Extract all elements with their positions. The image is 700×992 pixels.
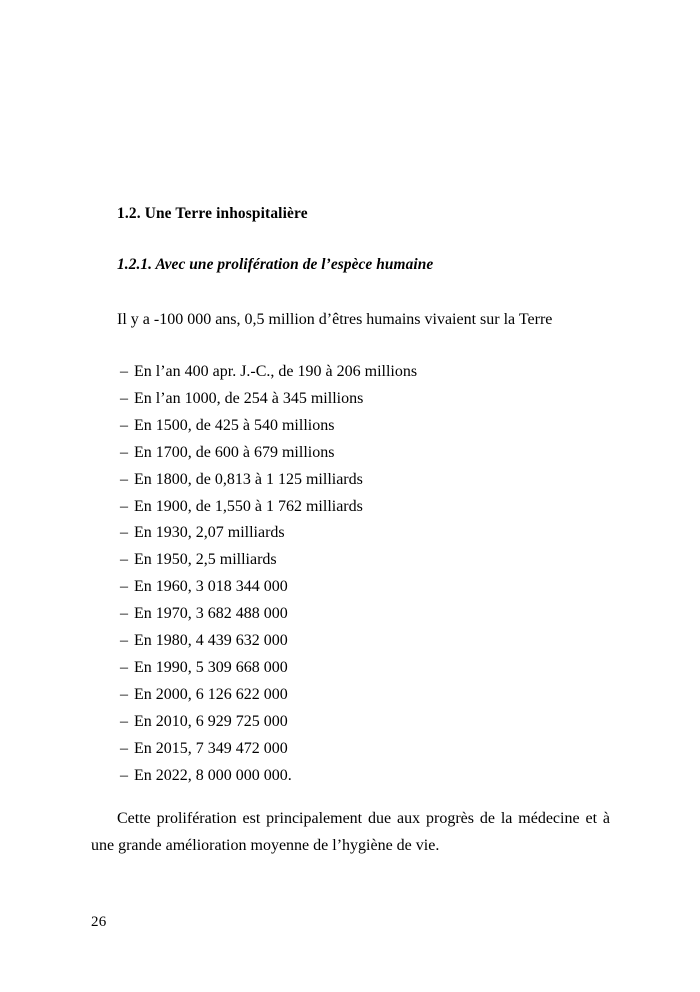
list-item-label: En 1700, de 600 à 679 millions <box>134 443 335 461</box>
list-item-label: En 2022, 8 000 000 000. <box>134 766 292 784</box>
list-dash-marker: – <box>120 470 128 488</box>
list-item <box>91 520 610 547</box>
list-item-label: En 1800, de 0,813 à 1 125 milliards <box>134 470 363 488</box>
list-item <box>91 440 610 467</box>
list-item <box>91 574 610 601</box>
list-item <box>91 494 610 521</box>
list-item <box>91 736 610 763</box>
list-item-label: En 2015, 7 349 472 000 <box>134 739 288 757</box>
intro-paragraph: Il y a -100 000 ans, 0,5 million d’êtres humains vivaient sur la Terre <box>117 311 553 328</box>
list-item-label: En 1970, 3 682 488 000 <box>134 605 288 623</box>
list-dash-marker: – <box>120 658 128 676</box>
list-dash-marker: – <box>120 685 128 703</box>
population-list <box>91 359 610 790</box>
list-dash-marker: – <box>120 443 128 461</box>
list-dash-marker: – <box>120 551 128 569</box>
list-item <box>91 413 610 440</box>
list-dash-marker: – <box>120 632 128 650</box>
section-heading: 1.2. Une Terre inhospitalière <box>117 205 308 222</box>
list-item-label: En 1980, 4 439 632 000 <box>134 632 288 650</box>
list-item-label: En 1950, 2,5 milliards <box>134 551 277 569</box>
list-item <box>91 386 610 413</box>
list-dash-marker: – <box>120 416 128 434</box>
list-item <box>91 682 610 709</box>
list-item-label: En 1500, de 425 à 540 millions <box>134 416 335 434</box>
list-dash-marker: – <box>120 578 128 596</box>
list-dash-marker: – <box>120 363 128 380</box>
list-dash-marker: – <box>120 766 128 784</box>
list-item <box>91 601 610 628</box>
list-dash-marker: – <box>120 739 128 757</box>
list-item <box>91 655 610 682</box>
list-item <box>91 628 610 655</box>
list-dash-marker: – <box>120 524 128 542</box>
list-item-label: En 1900, de 1,550 à 1 762 milliards <box>134 497 363 515</box>
list-item <box>91 547 610 574</box>
list-item <box>91 359 610 386</box>
list-dash-marker: – <box>120 497 128 515</box>
list-item-label: En 1930, 2,07 milliards <box>134 524 285 542</box>
list-item <box>91 763 610 790</box>
list-item-label: En 2010, 6 929 725 000 <box>134 712 288 730</box>
page-number: 26 <box>91 914 107 930</box>
list-item-label: En 1990, 5 309 668 000 <box>134 658 288 676</box>
list-dash-marker: – <box>120 389 128 407</box>
list-dash-marker: – <box>120 712 128 730</box>
subsection-heading: 1.2.1. Avec une prolifération de l’espèce humaine <box>117 256 434 273</box>
list-item <box>91 467 610 494</box>
list-item-label: En l’an 1000, de 254 à 345 millions <box>134 389 364 407</box>
list-item <box>91 709 610 736</box>
list-item-label: En 2000, 6 126 622 000 <box>134 685 288 703</box>
closing-paragraph: Cette prolifération est principalement due aux progrès de la médecine et à une grande amélioration moyenne de l’hygiène de vie. <box>91 810 610 854</box>
list-dash-marker: – <box>120 605 128 623</box>
list-item-label: En 1960, 3 018 344 000 <box>134 578 288 596</box>
list-item-label: En l’an 400 apr. J.-C., de 190 à 206 millions <box>134 363 418 380</box>
